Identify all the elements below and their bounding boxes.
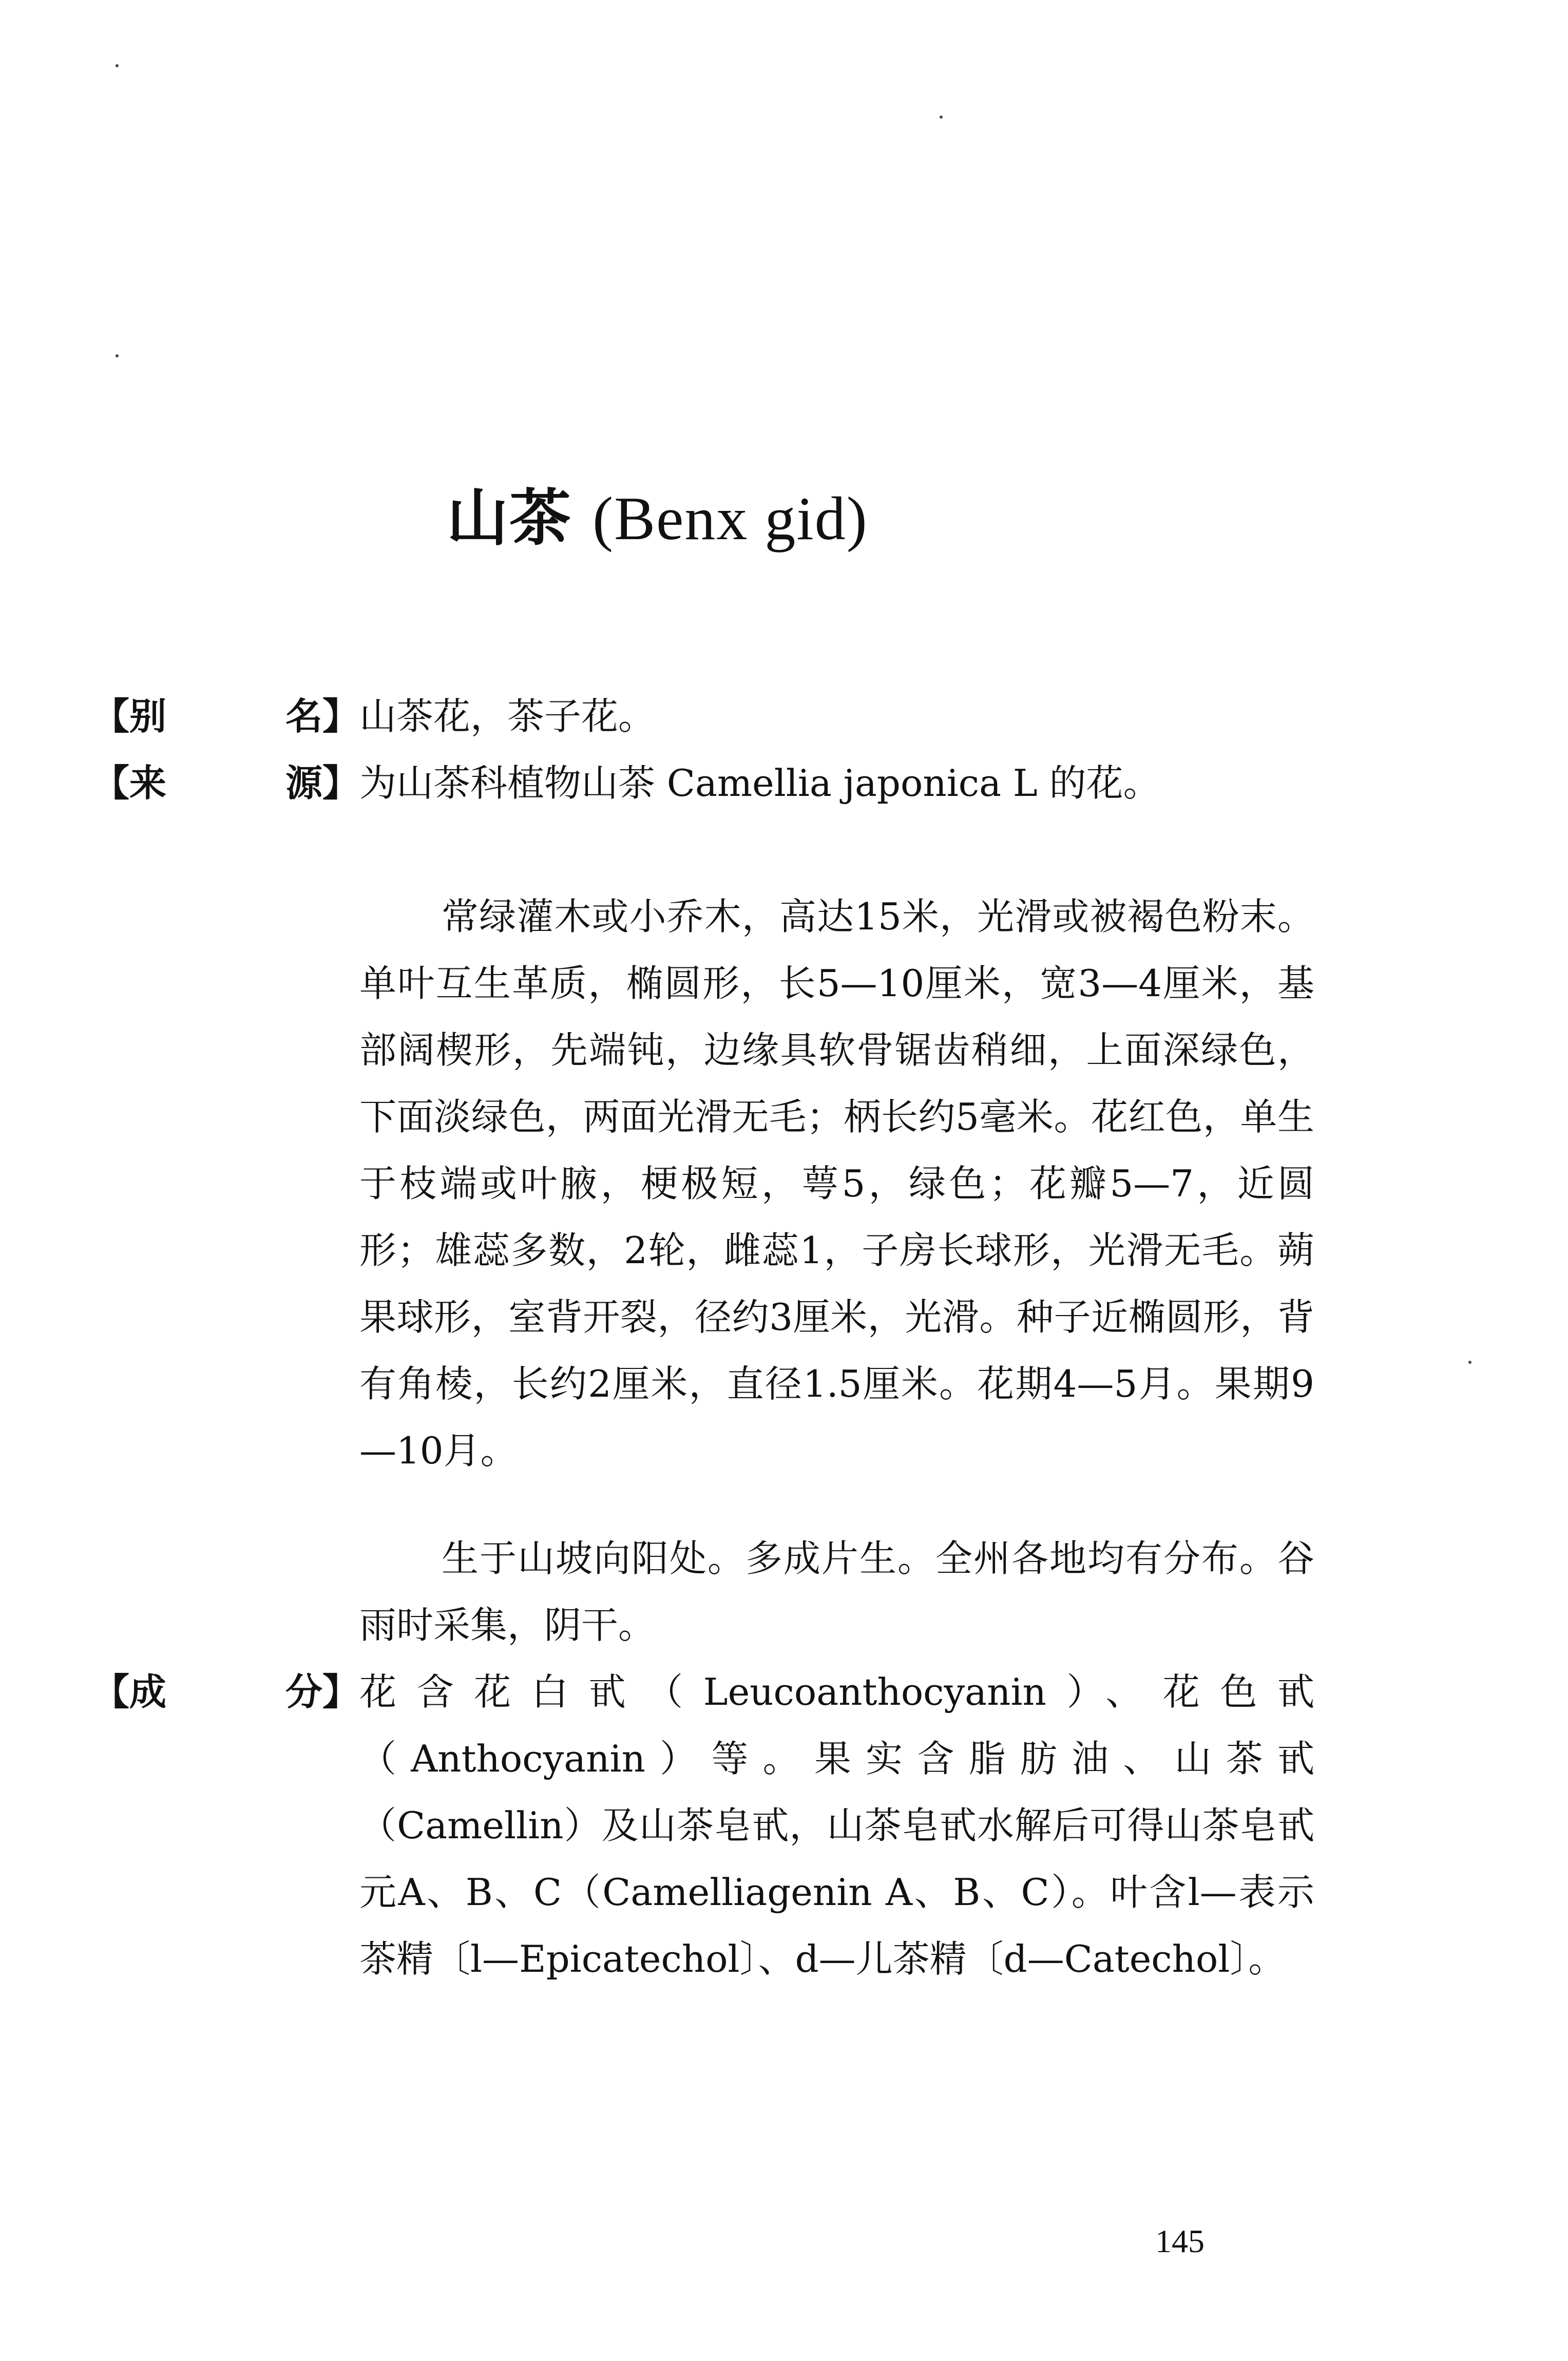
title-chinese: 山茶 bbox=[447, 483, 572, 554]
label-right: 名】 bbox=[285, 695, 359, 738]
label-left: 【来 bbox=[92, 761, 167, 805]
page-number: 145 bbox=[1155, 2223, 1204, 2259]
scan-speck bbox=[116, 64, 119, 67]
alias-text: 山茶花，茶子花。 bbox=[359, 695, 656, 738]
source-text: 为山茶科植物山茶 Camellia japonica L 的花。 bbox=[359, 761, 1160, 805]
scan-speck bbox=[940, 116, 943, 119]
scan-speck bbox=[1468, 1361, 1471, 1364]
label-left: 【别 bbox=[92, 695, 167, 738]
label-right: 分】 bbox=[285, 1670, 359, 1713]
components-text: 花含花白甙（Leucoanthocyanin）、花色甙（Anthocyanin）等。果实含脂肪油、山茶甙（Camellin）及山茶皂甙，山茶皂甙水解后可得山茶皂甙元A、B、C（Camelliagenin A、B、C）。叶含l—表示茶精〔l—Epicatechol〕、d—儿茶精〔d—Catechol〕。 bbox=[359, 1670, 1314, 1981]
label-right: 源】 bbox=[285, 761, 359, 805]
habitat-text: 生于山坡向阳处。多成片生。全州各地均有分布。谷雨时采集，阴干。 bbox=[359, 1537, 1314, 1647]
label-left: 【成 bbox=[92, 1670, 167, 1713]
description-text: 常绿灌木或小乔木，高达15米，光滑或被褐色粉末。单叶互生革质，椭圆形，长5—10厘米，宽3—4厘米，基部阔楔形，先端钝，边缘具软骨锯齿稍细，上面深绿色，下面淡绿色，两面光滑无毛；柄长约5毫米。花红色，单生于枝端或叶腋，梗极短，萼5，绿色；花瓣5—7，近圆形；雄蕊多数，2轮，雌蕊1，子房长球形，光滑无毛。蒴果球形，室背开裂，径约3厘米，光滑。种子近椭圆形，背有角棱，长约2厘米，直径1.5厘米。花期4—5月。果期9—10月。 bbox=[359, 895, 1314, 1472]
title-latin: (Benx gid) bbox=[592, 484, 868, 553]
page-title bbox=[447, 478, 868, 560]
scan-speck bbox=[116, 354, 119, 357]
